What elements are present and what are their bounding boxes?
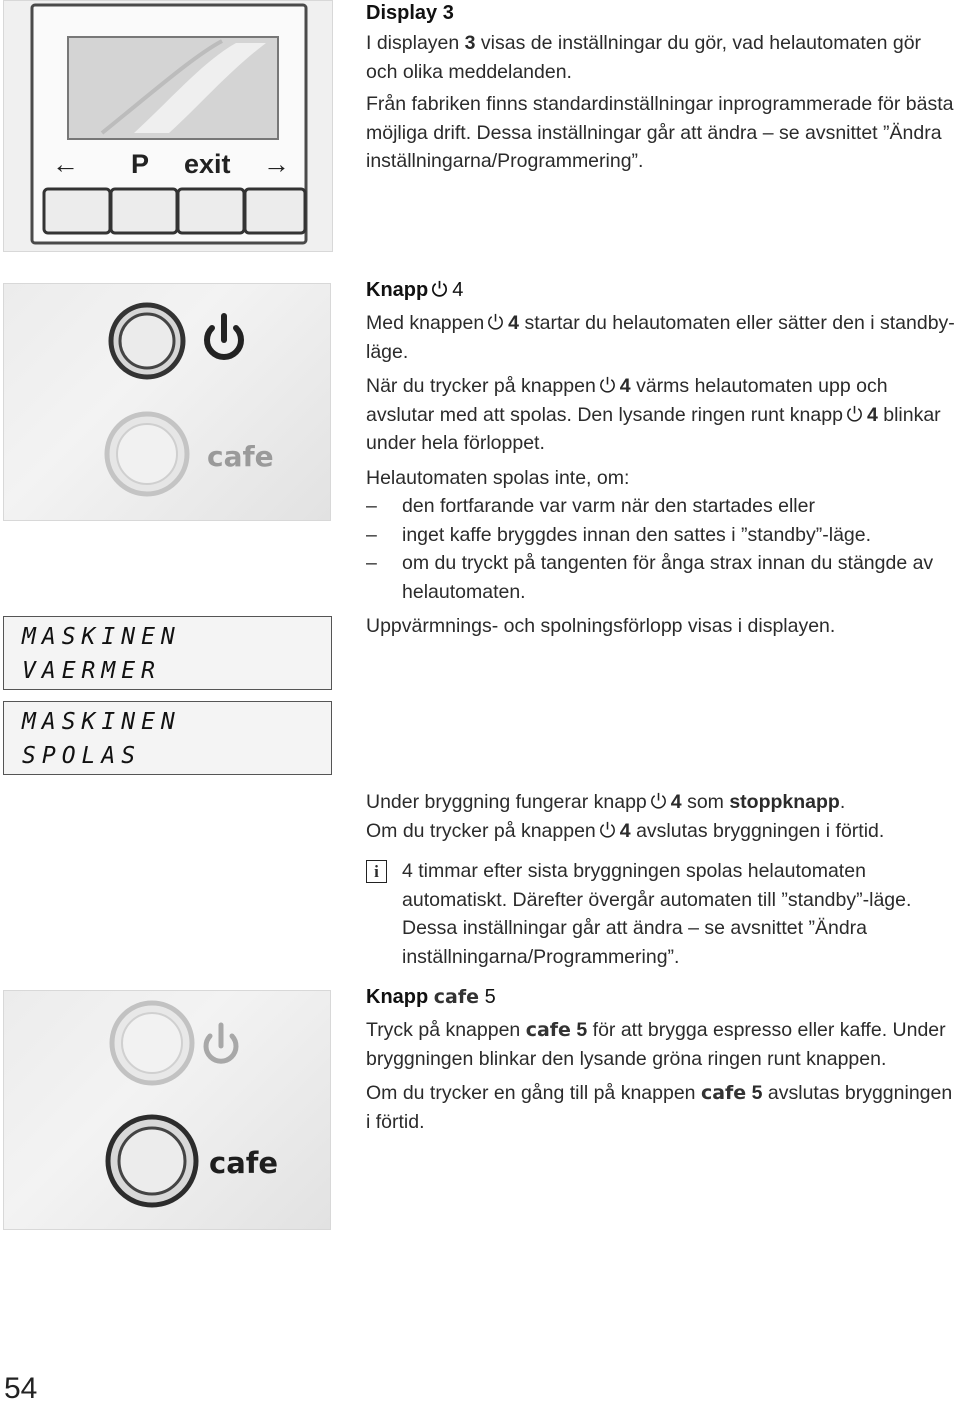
display-heading: Display 3 <box>366 2 454 24</box>
lcd-display-warming <box>3 616 332 690</box>
lcd-line: VAERMER <box>22 658 161 684</box>
display-btn-left-label: ← <box>52 149 79 179</box>
power-icon <box>207 316 241 357</box>
power-icon <box>598 375 617 394</box>
display-button-1[interactable] <box>44 189 110 233</box>
list-item: – inget kaffe bryggdes innan den sattes i ”standby”-läge. <box>366 523 872 546</box>
power-icon <box>845 404 864 423</box>
cafe-symbol: cafe <box>433 986 480 1008</box>
display-btn-right-label: → <box>263 149 290 179</box>
lcd-line: MASKINEN <box>22 709 181 735</box>
power-para-1: Med knappen 4 startar du helautomaten eller sätter den i standby-läge. <box>366 312 955 363</box>
lcd-line: SPOLAS <box>22 743 142 769</box>
display-illustration <box>4 1 332 251</box>
power-icon <box>206 1025 236 1061</box>
display-para-2: Från fabriken finns standardinställningar inprogrammerade för bästa möjliga drift. Dessa inställningar går att ändra – se avsnittet ”Ändra inställningarna/Programmering”. <box>366 93 954 172</box>
display-button-2[interactable] <box>111 189 177 233</box>
info-text: 4 timmar efter sista bryggningen spolas helautomaten automatiskt. Därefter övergår automaten till ”standby”-läge. Dessa inställningar går att ändra – se avsnittet ”Ändra inställningarna/Programmering”. <box>402 860 912 968</box>
power-para-2: När du trycker på knappen 4 värms helautomaten upp och avslutar med att spolas. Den lysande ringen runt knapp 4 blinkar under hela förloppet. <box>366 375 941 454</box>
list-item: – den fortfarande var varm när den startades eller <box>366 495 815 517</box>
brew-line-2: Om du trycker på knappen 4 avslutas bryggningen i förtid. <box>366 819 885 842</box>
display-button-3[interactable] <box>178 189 244 233</box>
display-btn-exit-label: exit <box>184 149 231 179</box>
display-para-1: I displayen 3 visas de inställningar du gör, vad helautomaten gör och olika meddelanden. <box>366 32 922 83</box>
power-button-figure <box>3 283 331 521</box>
lcd-display-rinsing <box>3 701 332 775</box>
power-bullet-list <box>366 492 960 606</box>
cafe-para-1: Tryck på knappen cafe 5 för att brygga espresso eller kaffe. Under bryggningen blinkar den lysande gröna ringen runt knappen. <box>366 1019 946 1070</box>
power-icon <box>486 312 505 331</box>
display-btn-p-label: P <box>131 149 150 179</box>
display-button-4[interactable] <box>245 189 305 233</box>
brew-line-1: Under bryggning fungerar knapp 4 som stoppknapp. <box>366 791 846 813</box>
cafe-button-figure <box>3 990 331 1230</box>
cafe-para-2: Om du trycker en gång till på knappen cafe 5 avslutas bryggningen i förtid. <box>366 1082 953 1133</box>
list-item: – om du tryckt på tangenten för ånga strax innan du stängde av helautomaten. <box>366 552 934 603</box>
info-icon: i <box>366 860 387 883</box>
info-note <box>366 857 960 971</box>
display-figure <box>3 0 333 252</box>
cafe-label: cafe <box>207 440 274 473</box>
power-icon <box>598 820 617 839</box>
cafe-symbol: cafe <box>525 1019 571 1041</box>
page-number: 54 <box>4 1372 38 1405</box>
cafe-symbol: cafe <box>700 1082 747 1104</box>
lcd-line: MASKINEN <box>22 624 181 650</box>
power-para-4: Uppvärmnings- och spolningsförlopp visas i displayen. <box>366 615 836 637</box>
power-icon <box>649 791 668 810</box>
cafe-heading: Knapp cafe 5 <box>366 986 496 1008</box>
cafe-label: cafe <box>209 1146 279 1180</box>
power-heading: Knapp 4 <box>366 279 464 301</box>
power-para-3: Helautomaten spolas inte, om: <box>366 466 630 489</box>
power-icon <box>430 279 449 298</box>
